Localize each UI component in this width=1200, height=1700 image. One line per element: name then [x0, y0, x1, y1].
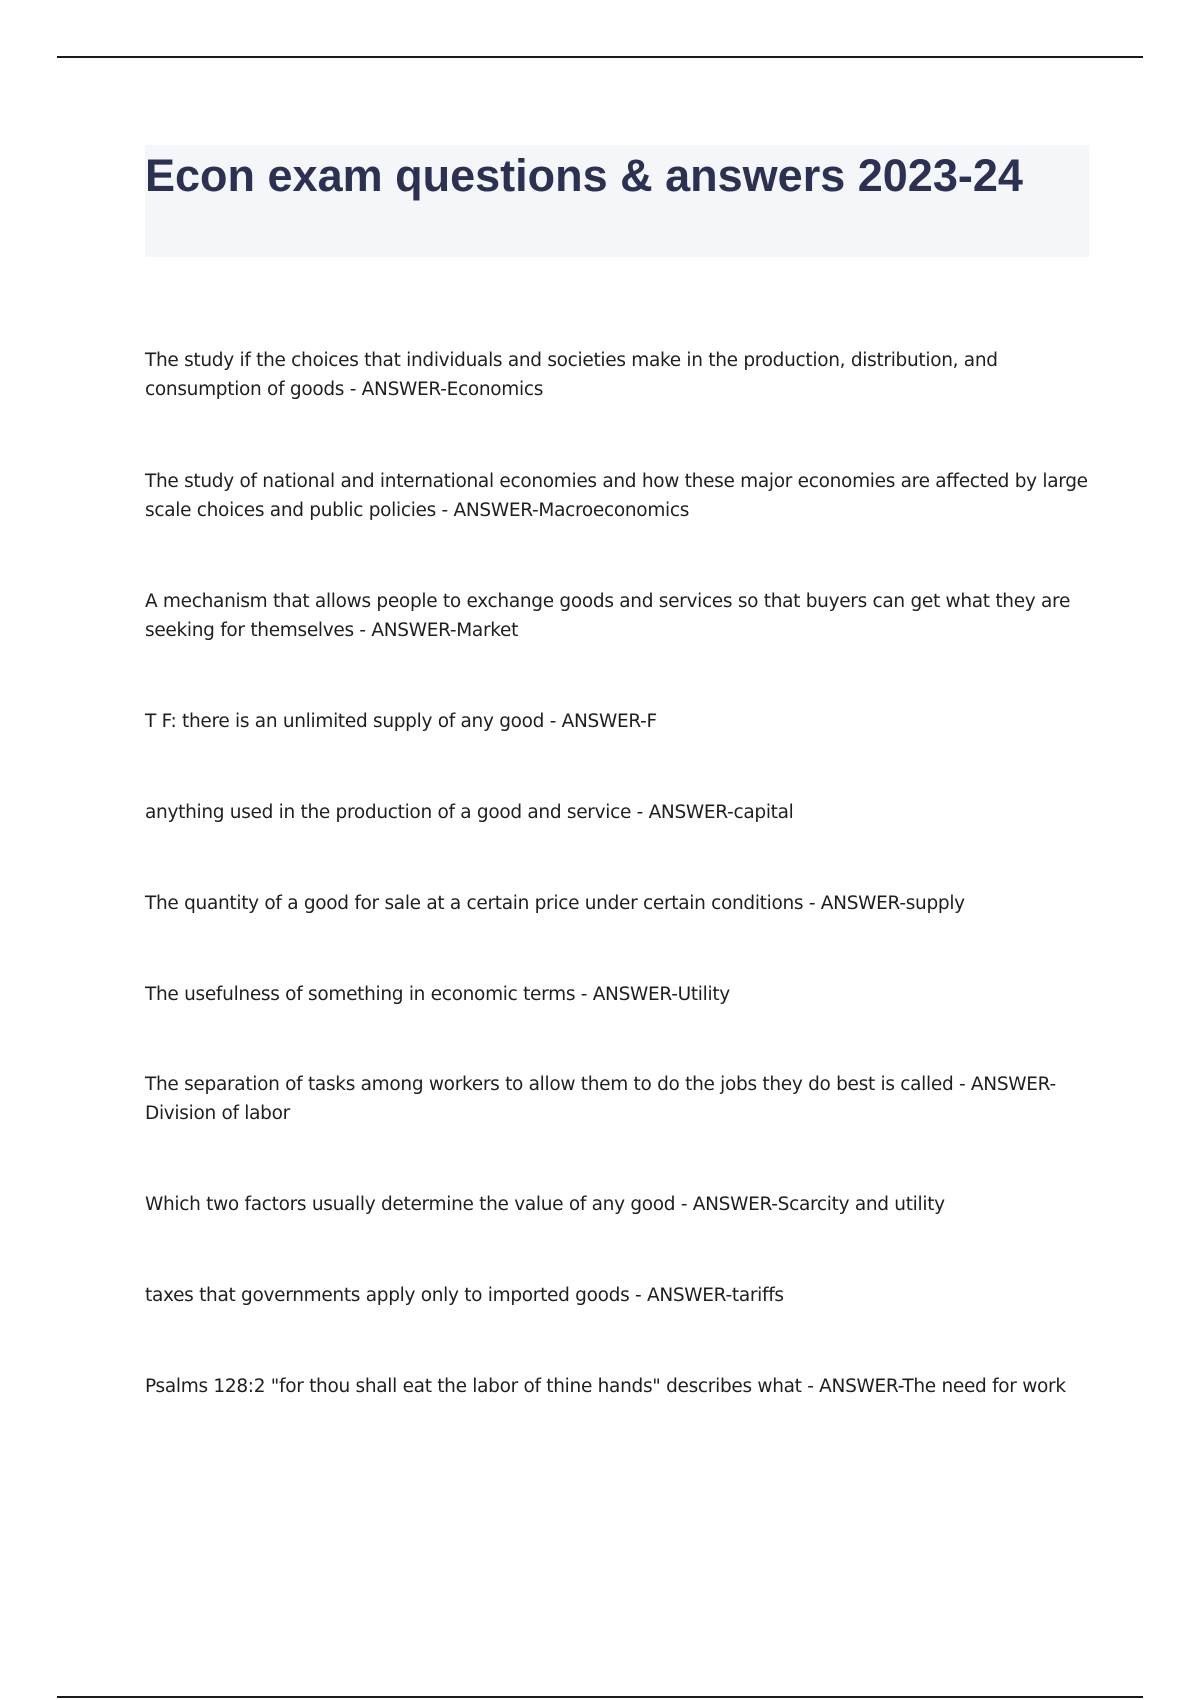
qa-item: taxes that governments apply only to imported goods - ANSWER-tariffs [145, 1285, 784, 1306]
qa-item: Which two factors usually determine the value of any good - ANSWER-Scarcity and utility [145, 1194, 945, 1215]
qa-item: anything used in the production of a good and service - ANSWER-capital [145, 802, 794, 823]
qa-item: The separation of tasks among workers to allow them to do the jobs they do best is called - ANSWER-Division of labor [145, 1074, 1056, 1124]
qa-item: Psalms 128:2 "for thou shall eat the labor of thine hands" describes what - ANSWER-The need for work [145, 1376, 1066, 1397]
bottom-rule [57, 1696, 1143, 1698]
qa-item: The usefulness of something in economic terms - ANSWER-Utility [145, 984, 730, 1005]
qa-item: The study of national and international economies and how these major economies are affected by large scale choices and public policies - ANSWER-Macroeconomics [145, 471, 1088, 521]
qa-item: A mechanism that allows people to exchange goods and services so that buyers can get what they are seeking for themselves - ANSWER-Market [145, 591, 1071, 641]
qa-item: T F: there is an unlimited supply of any good - ANSWER-F [145, 711, 657, 732]
document-title: Econ exam questions & answers 2023-24 [145, 150, 1023, 201]
top-rule [57, 56, 1143, 58]
qa-item: The study if the choices that individuals and societies make in the production, distribution, and consumption of goods - ANSWER-Economics [145, 350, 998, 400]
qa-item: The quantity of a good for sale at a certain price under certain conditions - ANSWER-supply [145, 893, 965, 914]
